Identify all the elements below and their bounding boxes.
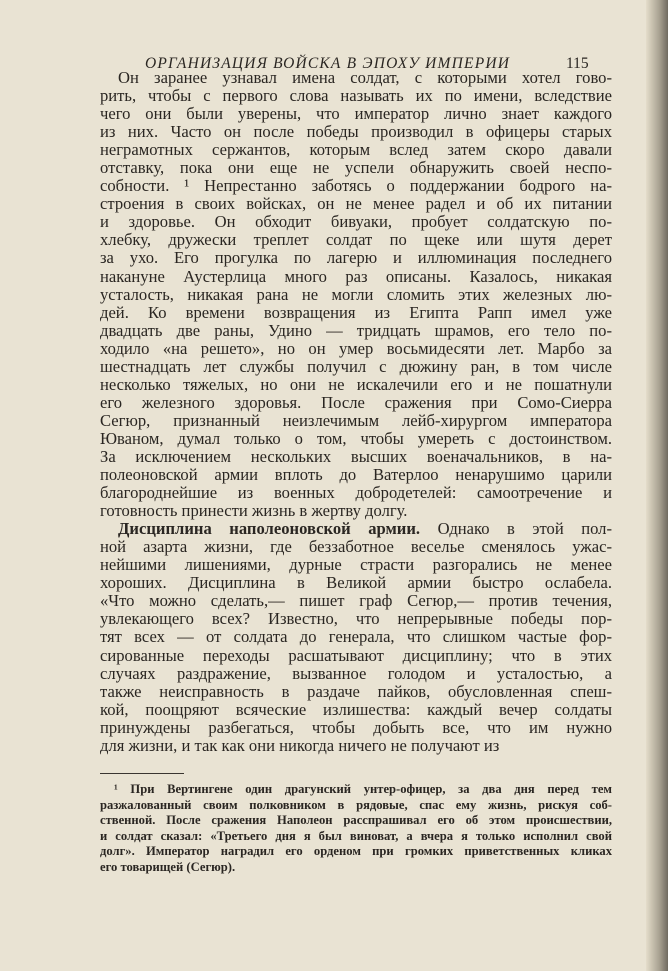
text-line: шестнадцать лет службы получил с дюжину ран, в том числе xyxy=(100,356,612,376)
text-line: За исключением нескольких высших военачальников, в на- xyxy=(100,446,612,466)
text-line: рить, чтобы с первого слова называть их по имени, вследствие xyxy=(100,86,612,106)
text-line: ходило «на решето», но он умер восьмидесяти лет. Марбо за xyxy=(100,338,612,358)
text-line: нейшими лишениями, дурные страсти разгорались не менее xyxy=(100,555,612,575)
text-line: Сегюр, признанный неизлечимым лейб-хирургом императора xyxy=(100,410,612,430)
footnote-line: и солдат сказал: «Третьего дня я был виноват, а вчера я только исполнил свой xyxy=(100,828,612,843)
text-line: случаях раздражение, вызванное голодом и усталостью, а xyxy=(100,663,612,683)
text-line: «Что можно сделать,— пишет граф Сегюр,— против течения, xyxy=(100,591,612,611)
section-heading: Дисциплина наполеоновской армии. xyxy=(118,519,421,539)
text-line: ной азарта жизни, где беззаботное веселье сменялось ужас- xyxy=(100,537,612,557)
text-line: и здоровье. Он обходит бивуаки, пробует солдатскую по- xyxy=(100,212,612,232)
text-line: дей. Ко времени возвращения из Египта Рапп имел уже xyxy=(100,302,612,322)
body-text xyxy=(100,69,612,755)
footnote-line: долг». Император наградил его орденом при громких приветственных кликах xyxy=(100,844,612,858)
text-line: Он заранее узнавал имена солдат, с которыми хотел гово- xyxy=(118,68,612,87)
text-line xyxy=(100,520,612,538)
text-line: сированные переходы расшатывают дисциплину; что в этих xyxy=(100,645,612,665)
text-line: чего они были уверены, что император лично знает каждого xyxy=(100,104,612,124)
text-line: полеоновской армии вплоть до Ватерлоо ненарушимо царили xyxy=(100,465,612,485)
text-line: накануне Аустерлица много раз описаны. Казалось, никакая xyxy=(100,266,612,286)
text-line: неграмотных сержантов, которым вслед затем скоро давали xyxy=(100,140,612,160)
text-line: его железного здоровья. После сражения при Сомо-Сиерра xyxy=(100,392,612,412)
text-line: несколько тяжелых, но они не искалечили его и не пошатнули xyxy=(100,374,612,394)
page-number: 115 xyxy=(566,55,589,72)
footnote-divider xyxy=(100,773,184,774)
text-line: за ухо. Его прогулка по лагерю и иллюминация последнего xyxy=(100,248,612,268)
footnote-line: ственной. После сражения Наполеон расспрашивал его об этом происшествии, xyxy=(100,813,612,827)
text-line: тят всех — от солдата до генерала, что слишком частые фор- xyxy=(100,627,612,647)
footnote-line: его товарищей (Сегюр). xyxy=(100,859,236,874)
text-line: из них. Часто он после победы производил в офицеры старых xyxy=(100,122,612,142)
text-line: двадцать две раны, Удино — тридцать шрамов, его тело по- xyxy=(100,320,612,340)
text-line: увлекающего всех? Известно, что непрерывные победы пор- xyxy=(100,609,612,629)
footnote xyxy=(100,782,612,875)
text-line: благороднейшие из военных добродетелей: самоотречение и xyxy=(100,483,612,503)
text-line: отставку, пока они еще не успели обнаружить своей неспо- xyxy=(100,158,612,178)
text-line: Юваном, думал только о том, чтобы умереть с достоинством. xyxy=(100,428,612,448)
text-line: для жизни, и так как они никогда ничего не получают из xyxy=(100,735,500,755)
text-line: принуждены разбегаться, чтобы добыть все, что им нужно xyxy=(100,717,612,737)
text-line: также неисправность в раздаче пайков, обусловленная спеш- xyxy=(100,681,612,701)
page-edge-shadow xyxy=(646,0,668,971)
text-line: собности. ¹ Непрестанно заботясь о поддержании бодрого на- xyxy=(100,176,612,196)
text-line: хлебку, дружески треплет солдат по щеке или шутя дерет xyxy=(100,230,612,250)
footnote-line: ¹ При Вертингене один драгунский унтер-офицер, за два дня перед тем xyxy=(114,782,612,796)
footnote-line: разжалованный своим полковником в рядовые, спас ему жизнь, рискуя соб- xyxy=(100,797,612,812)
text-span: Однако в этой пол- xyxy=(437,519,612,539)
text-line: строения в своих войсках, он не менее радел и об их питании xyxy=(100,194,612,214)
text-line: усталость, никакая рана не могли сломить этих железных лю- xyxy=(100,284,612,304)
running-header: ОРГАНИЗАЦИЯ ВОЙСКА В ЭПОХУ ИМПЕРИИ xyxy=(145,55,511,72)
text-line: готовность принести жизнь в жертву долгу. xyxy=(100,501,408,521)
text-line: кой, поощряют всяческие излишества: каждый вечер солдаты xyxy=(100,699,612,719)
text-line: хороших. Дисциплина в Великой армии быстро ослабела. xyxy=(100,573,612,593)
